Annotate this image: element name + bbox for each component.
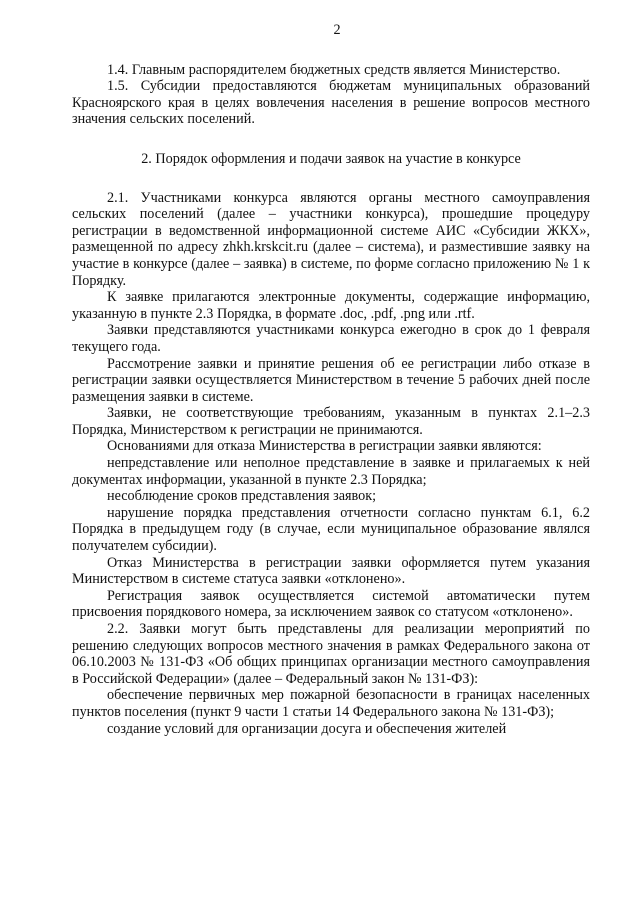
paragraph-ground-incomplete: непредставление или неполное представление в заявке и прилагаемых к ней документах информации, указанной в пункте 2.3 Порядка; xyxy=(72,455,590,488)
paragraph-1-5: 1.5. Субсидии предоставляются бюджетам муниципальных образований Красноярского края в целях вовлечения населения в решение вопросов местного значения сельских поселений. xyxy=(72,78,590,128)
paragraph-leisure: создание условий для организации досуга и обеспечения жителей xyxy=(107,720,507,737)
paragraph-fire-safety: обеспечение первичных мер пожарной безопасности в границах населенных пунктов поселения (пункт 9 части 1 статьи 14 Федерального закона № 131-ФЗ); xyxy=(72,687,590,720)
paragraph-refusal-status: Отказ Министерства в регистрации заявки оформляется путем указания Министерством в системе статуса заявки «отклонено». xyxy=(72,554,590,588)
paragraph-2-1: 2.1. Участниками конкурса являются органы местного самоуправления сельских поселений (далее – участники конкурса), прошедшие процедуру регистрации в ведомственной информационной системе АИС «Субсидии ЖКХ», размещенной по адресу zhkh.krskcit.ru (далее – система), и разместившие заявку на участие в конкурсе (далее – заявка) в системе, по форме согласно приложению № 1 к Порядку. xyxy=(72,189,590,289)
paragraph-nonconforming: Заявки, не соответствующие требованиям, указанным в пунктах 2.1–2.3 Порядка, Министерством к регистрации не принимаются. xyxy=(72,405,590,438)
paragraph-review: Рассмотрение заявки и принятие решения об ее регистрации либо отказе в регистрации заявки осуществляется Министерством в течение 5 рабочих дней после размещения заявки в системе. xyxy=(72,355,590,405)
paragraph-ground-reporting: нарушение порядка представления отчетности согласно пунктам 6.1, 6.2 Порядка в предыдущем году (в случае, если муниципальное образование являлся получателем субсидии). xyxy=(72,504,590,555)
paragraph-refusal-grounds: Основаниями для отказа Министерства в регистрации заявки являются: xyxy=(107,438,542,455)
paragraph-ground-deadline: несоблюдение сроков представления заявок; xyxy=(107,488,377,505)
page-number: 2 xyxy=(333,22,341,38)
paragraph-deadline: Заявки представляются участниками конкурса ежегодно в срок до 1 февраля текущего года. xyxy=(72,322,590,355)
paragraph-registration: Регистрация заявок осуществляется системой автоматически путем присвоения порядкового номера, за исключением заявок со статусом «отклонено». xyxy=(72,587,590,621)
section-heading: 2. Порядок оформления и подачи заявок на участие в конкурсе xyxy=(141,150,521,167)
paragraph-attachments: К заявке прилагаются электронные документы, содержащие информацию, указанную в пункте 2.3 Порядка, в формате .doc, .pdf, .png или .rtf. xyxy=(72,289,590,322)
paragraph-1-4: 1.4. Главным распорядителем бюджетных средств является Министерство. xyxy=(107,61,561,78)
paragraph-2-2: 2.2. Заявки могут быть представлены для реализации мероприятий по решению следующих вопросов местного значения в рамках Федерального закона от 06.10.2003 № 131-ФЗ «Об общих принципах организации местного самоуправления в Российской Федерации» (далее – Федеральный закон № 131-ФЗ): xyxy=(72,621,590,687)
